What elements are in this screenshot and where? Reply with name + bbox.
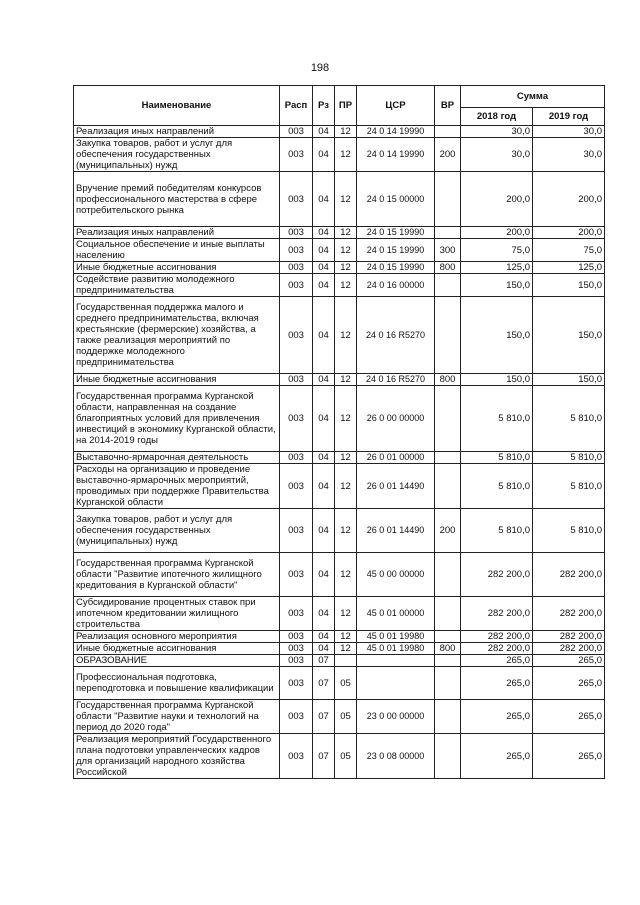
page-number: 198 — [310, 62, 330, 74]
row-csr: 24 0 15 00000 — [357, 172, 435, 227]
row-sum-2018: 150,0 — [461, 274, 533, 297]
row-rasp: 003 — [280, 227, 313, 239]
row-sum-2019: 282 200,0 — [533, 597, 605, 631]
row-name: Расходы на организацию и проведение выставочно-ярмарочных мероприятий, проводимых при поддержке Правительства Курганской области — [74, 464, 280, 509]
row-name: Закупка товаров, работ и услуг для обеспечения государственных (муниципальных) нужд — [74, 138, 280, 172]
row-sum-2018: 265,0 — [461, 734, 533, 779]
row-rz: 04 — [313, 464, 335, 509]
row-sum-2018: 282 200,0 — [461, 597, 533, 631]
row-rasp: 003 — [280, 631, 313, 643]
row-pr: 12 — [335, 597, 357, 631]
row-csr: 26 0 01 00000 — [357, 452, 435, 464]
row-sum-2019: 150,0 — [533, 274, 605, 297]
table-row — [74, 386, 605, 452]
row-vr — [435, 734, 461, 779]
row-csr: 26 0 01 14490 — [357, 464, 435, 509]
row-sum-2018: 75,0 — [461, 239, 533, 262]
row-name: Государственная программа Курганской области "Развитие науки и технологий на период до 2020 года" — [74, 700, 280, 734]
table-row — [74, 700, 605, 734]
row-rasp: 003 — [280, 643, 313, 655]
row-rz: 04 — [313, 227, 335, 239]
row-csr: 26 0 01 14490 — [357, 509, 435, 553]
row-rz: 04 — [313, 239, 335, 262]
row-rz: 04 — [313, 631, 335, 643]
row-name: Государственная программа Курганской области, направленная на создание благоприятных условий для привлечения инвестиций в экономику Курганской области, на 2014-2019 годы — [74, 386, 280, 452]
row-name: Реализация мероприятий Государственного плана подготовки управленческих кадров для организаций народного хозяйства Российской — [74, 734, 280, 779]
row-csr: 24 0 14 19990 — [357, 126, 435, 138]
header-year-2018: 2018 год — [461, 108, 533, 126]
row-rasp: 003 — [280, 374, 313, 386]
row-csr: 45 0 00 00000 — [357, 553, 435, 597]
row-vr — [435, 386, 461, 452]
row-csr: 26 0 00 00000 — [357, 386, 435, 452]
table-row — [74, 262, 605, 274]
row-vr: 300 — [435, 239, 461, 262]
row-pr: 12 — [335, 643, 357, 655]
row-pr: 12 — [335, 227, 357, 239]
row-rz: 07 — [313, 655, 335, 667]
row-sum-2019: 282 200,0 — [533, 643, 605, 655]
row-sum-2019: 200,0 — [533, 172, 605, 227]
row-sum-2019: 150,0 — [533, 374, 605, 386]
row-pr: 12 — [335, 509, 357, 553]
row-vr: 800 — [435, 643, 461, 655]
row-rz: 04 — [313, 274, 335, 297]
row-rz: 04 — [313, 386, 335, 452]
row-sum-2019: 265,0 — [533, 655, 605, 667]
row-name: Реализация основного мероприятия — [74, 631, 280, 643]
header-vr: ВР — [435, 86, 461, 126]
row-pr: 12 — [335, 172, 357, 227]
row-name: Субсидирование процентных ставок при ипотечном кредитовании жилищного строительства — [74, 597, 280, 631]
row-sum-2018: 265,0 — [461, 655, 533, 667]
row-pr: 12 — [335, 297, 357, 374]
row-sum-2018: 150,0 — [461, 297, 533, 374]
row-rasp: 003 — [280, 597, 313, 631]
row-sum-2018: 5 810,0 — [461, 386, 533, 452]
row-sum-2019: 150,0 — [533, 297, 605, 374]
header-rasp: Расп — [280, 86, 313, 126]
row-rz: 04 — [313, 262, 335, 274]
table-row — [74, 643, 605, 655]
row-name: Иные бюджетные ассигнования — [74, 643, 280, 655]
row-csr: 24 0 16 00000 — [357, 274, 435, 297]
row-rasp: 003 — [280, 274, 313, 297]
row-sum-2019: 5 810,0 — [533, 452, 605, 464]
row-sum-2018: 200,0 — [461, 172, 533, 227]
row-sum-2018: 282 200,0 — [461, 631, 533, 643]
row-sum-2018: 265,0 — [461, 667, 533, 700]
row-vr — [435, 553, 461, 597]
header-name: Наименование — [74, 86, 280, 126]
budget-table — [73, 85, 605, 779]
row-pr: 12 — [335, 464, 357, 509]
row-csr — [357, 667, 435, 700]
row-vr: 800 — [435, 262, 461, 274]
row-vr: 200 — [435, 138, 461, 172]
row-rasp: 003 — [280, 655, 313, 667]
row-sum-2019: 125,0 — [533, 262, 605, 274]
row-csr: 24 0 15 19990 — [357, 239, 435, 262]
row-rz: 07 — [313, 734, 335, 779]
row-sum-2019: 265,0 — [533, 667, 605, 700]
row-csr: 24 0 15 19990 — [357, 262, 435, 274]
row-pr: 12 — [335, 138, 357, 172]
row-rz: 04 — [313, 126, 335, 138]
row-sum-2018: 5 810,0 — [461, 509, 533, 553]
header-csr: ЦСР — [357, 86, 435, 126]
table-row — [74, 597, 605, 631]
row-vr — [435, 700, 461, 734]
row-vr — [435, 172, 461, 227]
table-row — [74, 553, 605, 597]
row-sum-2019: 30,0 — [533, 126, 605, 138]
row-rasp: 003 — [280, 386, 313, 452]
row-rasp: 003 — [280, 172, 313, 227]
row-vr: 200 — [435, 509, 461, 553]
row-pr: 12 — [335, 262, 357, 274]
row-pr: 05 — [335, 734, 357, 779]
table-row — [74, 138, 605, 172]
row-pr: 12 — [335, 452, 357, 464]
row-rz: 07 — [313, 667, 335, 700]
row-sum-2018: 265,0 — [461, 700, 533, 734]
table-row — [74, 297, 605, 374]
row-csr: 23 0 00 00000 — [357, 700, 435, 734]
row-csr: 24 0 15 19990 — [357, 227, 435, 239]
row-rz: 04 — [313, 138, 335, 172]
row-sum-2018: 30,0 — [461, 138, 533, 172]
row-sum-2018: 200,0 — [461, 227, 533, 239]
row-name: Государственная поддержка малого и среднего предпринимательства, включая крестьянские (фермерские) хозяйства, а также реализация мероприятий по поддержке молодежного предпринимательства — [74, 297, 280, 374]
row-pr: 05 — [335, 667, 357, 700]
table-row — [74, 631, 605, 643]
row-sum-2019: 265,0 — [533, 734, 605, 779]
row-csr — [357, 655, 435, 667]
row-sum-2018: 30,0 — [461, 126, 533, 138]
row-csr: 45 0 01 19980 — [357, 643, 435, 655]
row-sum-2019: 265,0 — [533, 700, 605, 734]
row-sum-2018: 150,0 — [461, 374, 533, 386]
header-sum: Сумма — [461, 86, 605, 108]
table-row — [74, 734, 605, 779]
row-sum-2018: 5 810,0 — [461, 452, 533, 464]
row-pr: 05 — [335, 700, 357, 734]
row-csr: 24 0 14 19990 — [357, 138, 435, 172]
table-row — [74, 126, 605, 138]
table-row — [74, 452, 605, 464]
table-row — [74, 655, 605, 667]
row-vr — [435, 464, 461, 509]
row-rasp: 003 — [280, 667, 313, 700]
row-pr: 12 — [335, 386, 357, 452]
row-rasp: 003 — [280, 734, 313, 779]
table-row — [74, 374, 605, 386]
row-name: Иные бюджетные ассигнования — [74, 262, 280, 274]
row-sum-2019: 200,0 — [533, 227, 605, 239]
row-sum-2019: 75,0 — [533, 239, 605, 262]
row-rz: 07 — [313, 700, 335, 734]
row-rasp: 003 — [280, 297, 313, 374]
row-pr: 12 — [335, 553, 357, 597]
row-pr: 12 — [335, 239, 357, 262]
row-csr: 24 0 16 R5270 — [357, 374, 435, 386]
table-row — [74, 274, 605, 297]
row-name: ОБРАЗОВАНИЕ — [74, 655, 280, 667]
table-row — [74, 172, 605, 227]
row-vr — [435, 667, 461, 700]
row-name: Реализация иных направлений — [74, 227, 280, 239]
row-vr — [435, 631, 461, 643]
row-pr: 12 — [335, 274, 357, 297]
row-rasp: 003 — [280, 464, 313, 509]
row-pr: 12 — [335, 631, 357, 643]
row-rasp: 003 — [280, 553, 313, 597]
row-sum-2018: 125,0 — [461, 262, 533, 274]
row-vr: 800 — [435, 374, 461, 386]
table-row — [74, 239, 605, 262]
row-csr: 23 0 08 00000 — [357, 734, 435, 779]
row-vr — [435, 452, 461, 464]
row-name: Государственная программа Курганской области "Развитие ипотечного жилищного кредитования в Курганской области" — [74, 553, 280, 597]
row-sum-2019: 282 200,0 — [533, 553, 605, 597]
row-csr: 45 0 01 19980 — [357, 631, 435, 643]
header-year-2019: 2019 год — [533, 108, 605, 126]
row-vr — [435, 297, 461, 374]
table-row — [74, 227, 605, 239]
row-sum-2019: 5 810,0 — [533, 386, 605, 452]
row-rasp: 003 — [280, 262, 313, 274]
header-rz: Рз — [313, 86, 335, 126]
row-name: Выставочно-ярмарочная деятельность — [74, 452, 280, 464]
row-rz: 04 — [313, 509, 335, 553]
row-sum-2019: 5 810,0 — [533, 464, 605, 509]
header-pr: ПР — [335, 86, 357, 126]
row-sum-2019: 282 200,0 — [533, 631, 605, 643]
row-pr: 12 — [335, 126, 357, 138]
row-vr — [435, 597, 461, 631]
row-sum-2019: 30,0 — [533, 138, 605, 172]
row-rz: 04 — [313, 374, 335, 386]
row-rz: 04 — [313, 553, 335, 597]
row-sum-2018: 282 200,0 — [461, 643, 533, 655]
row-rasp: 003 — [280, 452, 313, 464]
row-name: Содействие развитию молодежного предпринимательства — [74, 274, 280, 297]
row-name: Профессиональная подготовка, переподготовка и повышение квалификации — [74, 667, 280, 700]
row-csr: 45 0 01 00000 — [357, 597, 435, 631]
row-csr: 24 0 16 R5270 — [357, 297, 435, 374]
row-sum-2019: 5 810,0 — [533, 509, 605, 553]
row-rz: 04 — [313, 297, 335, 374]
row-name: Реализация иных направлений — [74, 126, 280, 138]
row-rasp: 003 — [280, 700, 313, 734]
row-name: Иные бюджетные ассигнования — [74, 374, 280, 386]
row-rasp: 003 — [280, 239, 313, 262]
table-header — [74, 86, 605, 126]
row-sum-2018: 282 200,0 — [461, 553, 533, 597]
table-row — [74, 464, 605, 509]
table-body — [74, 126, 605, 779]
row-rz: 04 — [313, 597, 335, 631]
row-rasp: 003 — [280, 138, 313, 172]
row-name: Социальное обеспечение и иные выплаты населению — [74, 239, 280, 262]
row-rasp: 003 — [280, 126, 313, 138]
row-rz: 04 — [313, 452, 335, 464]
row-pr: 12 — [335, 374, 357, 386]
row-rz: 04 — [313, 643, 335, 655]
row-pr — [335, 655, 357, 667]
row-name: Вручение премий победителям конкурсов профессионального мастерства в сфере потребительского рынка — [74, 172, 280, 227]
row-vr — [435, 274, 461, 297]
row-rz: 04 — [313, 172, 335, 227]
row-rasp: 003 — [280, 509, 313, 553]
row-vr — [435, 126, 461, 138]
row-name: Закупка товаров, работ и услуг для обеспечения государственных (муниципальных) нужд — [74, 509, 280, 553]
row-vr — [435, 655, 461, 667]
row-sum-2018: 5 810,0 — [461, 464, 533, 509]
table-row — [74, 667, 605, 700]
table-row — [74, 509, 605, 553]
row-vr — [435, 227, 461, 239]
